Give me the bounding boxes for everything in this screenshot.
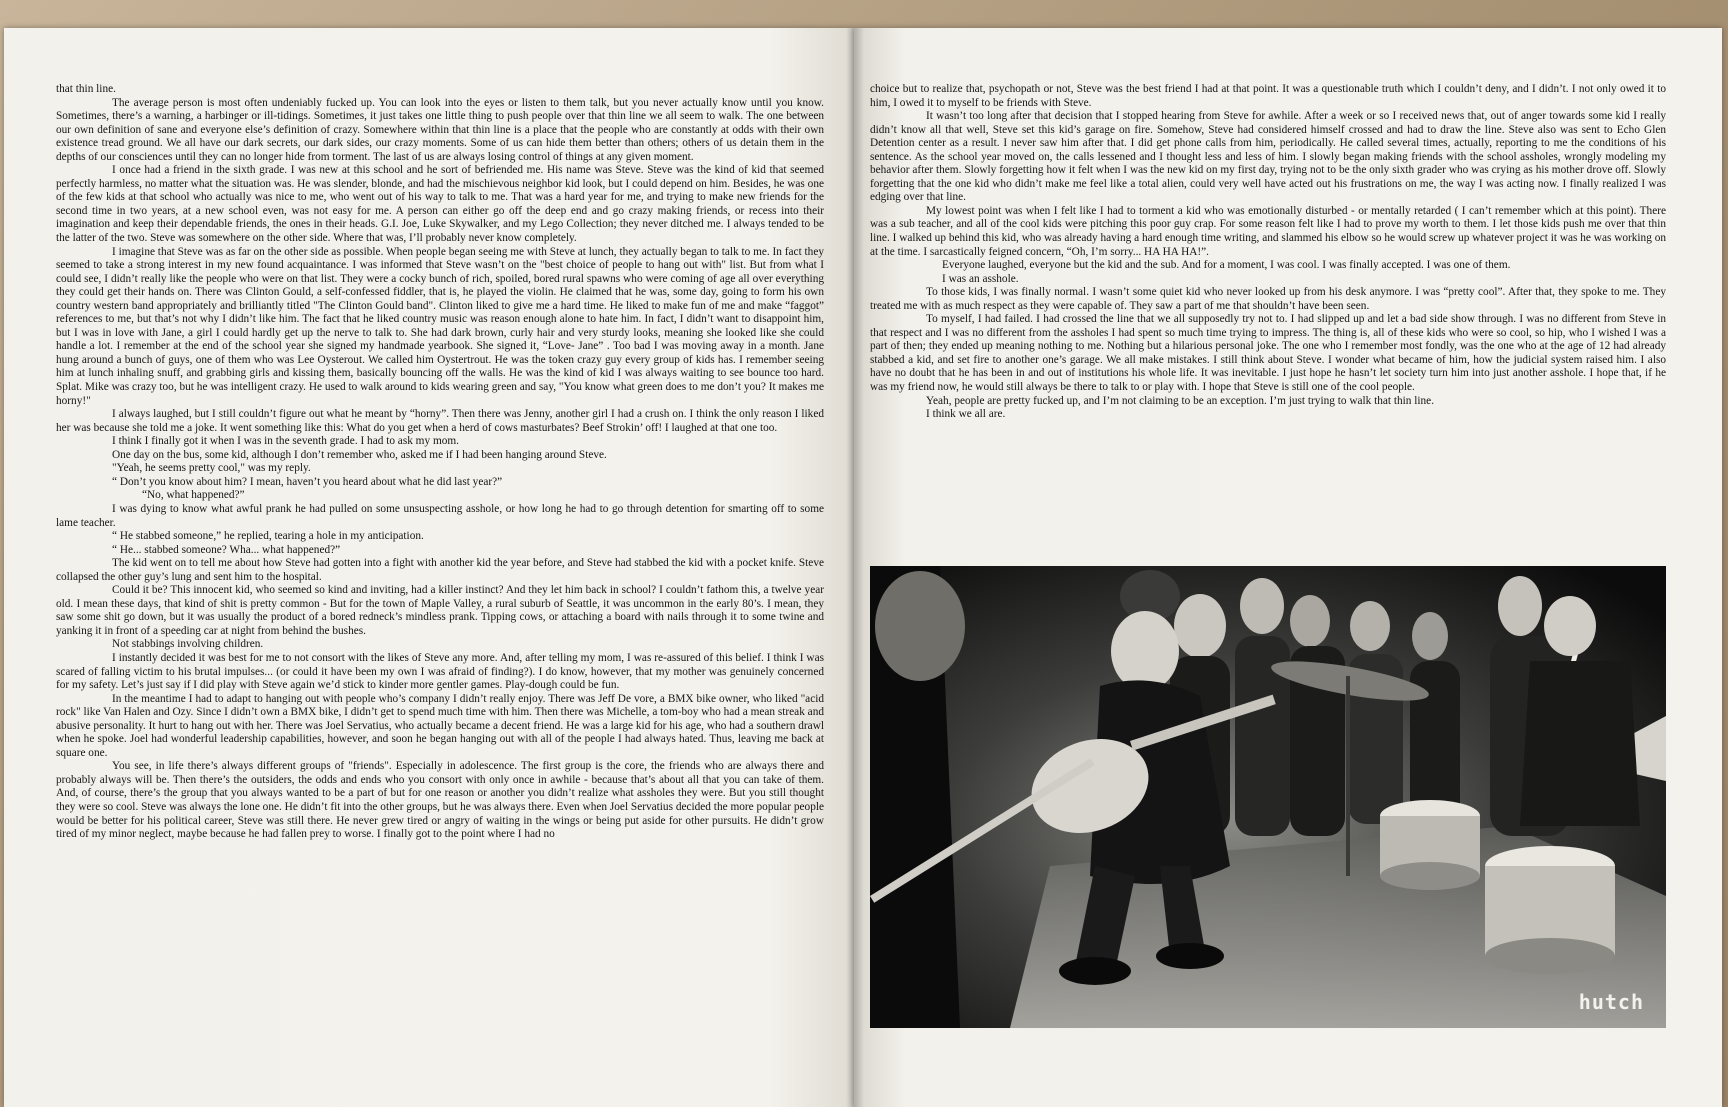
paragraph: My lowest point was when I felt like I had to torment a kid who was emotionally disturbed - or mentally retarded ( I can’t remember which at this point). There was a sub teacher, and all of the cool kids were pitching this poor guy crap. For some reason felt like I had to prove my worth to them. I let those kids push me over that thin line. I walked up behind this kid, who was already having a hard enough time writing, and slammed his elbow so he would screw up whatever project it was he was working on at the time. I sarcastically feigned concern, “Oh, I’m sorry... HA HA HA!”. [870, 204, 1666, 258]
paragraph: Yeah, people are pretty fucked up, and I’m not claiming to be an exception. I’m just trying to walk that thin line. [926, 394, 1435, 407]
paragraph: “No, what happened?” [142, 489, 245, 502]
paragraph: I think we all are. [926, 408, 1006, 421]
band-photo-illustration [870, 566, 1666, 1028]
paragraph: Not stabbings involving children. [112, 638, 264, 651]
paragraph: “ He... stabbed someone? Wha... what happened?” [112, 543, 341, 556]
paragraph: Everyone laughed, everyone but the kid and the sub. And for a moment, I was cool. I was finally accepted. I was one of them. [942, 259, 1511, 272]
paragraph: I was an asshole. [942, 272, 1019, 285]
paragraph: I always laughed, but I still couldn’t figure out what he meant by “horny”. Then there was Jenny, another girl I had a crush on. I think the only reason I liked her was because she told me a joke. It went something like this: What do you get when a herd of cows masturbates? Beef Strokin’ off! I laughed at that one too. [56, 408, 824, 434]
right-page [854, 28, 1722, 1107]
zine-spread [4, 28, 1722, 1107]
left-page [4, 28, 854, 1107]
band-photo [870, 566, 1666, 1028]
paragraph: I imagine that Steve was as far on the other side as possible. When people began seeing me with Steve at lunch, they actually began to talk to me. In fact they seemed to take a strong interest in my new found acquaintance. I was informed that Steve wasn’t on the "best choice of people to hang out with" list. But from what I could see, I didn’t really like the people who were on that list. They were a cocky bunch of rich, spoiled, bored rural spawns who were coming of age all over everything they could get their hands on. There was Clinton Gould, a self-confessed fiddler, that is, he played the violin. He claimed that he was, some day, going to form his own country western band appropriately and brilliantly titled "The Clinton Gould band". Clinton liked to give me a hard time. He liked to make fun of me and make “faggot” references to me, but that’s not why I didn’t like him. The fact that he liked country music was reason enough alone to hate him. In fact, I didn’t want to disappoint him, but I was in love with Jane, a girl I could hardly get up the nerve to talk to. She had dark brown, curly hair and very sturdy looks, meaning she looked like she could handle a lot. I remember at the end of the school year she signed my handmade yearbook. She signed it, “Love- Jane” . Too bad I was moving away in a month. Jane hung around a bunch of guys, one of them who was Lee Oysterout. We called him Oystertrout. He was the token crazy guy every group of kids has. I remember seeing him at lunch inhaling snuff, and grabbing girls and kissing them, basically bouncing off the walls. He was the kind of kid I was always waiting to see bounce too hard. Splat. Mike was crazy too, but he was intelligent crazy. He used to walk around to kids wearing green and say, "You know what green does to me don’t you? It makes me horny!" [56, 245, 824, 407]
paragraph: “ He stabbed someone,” he replied, tearing a hole in my anticipation. [112, 530, 424, 543]
paragraph: To those kids, I was finally normal. I wasn’t some quiet kid who never looked up from his desk anymore. I was “pretty cool”. After that, they spoke to me. They treated me with as much respect as they were capable of. They saw a part of me that shouldn’t have been seen. [870, 286, 1666, 312]
book-spine [846, 28, 864, 1107]
paragraph: "Yeah, he seems pretty cool," was my reply. [112, 462, 311, 475]
paragraph: You see, in life there’s always different groups of "friends". Especially in adolescence. The first group is the core, the friends who are always there and probably always will be. Then there’s the outsiders, the odds and ends who you consort with only once in awhile - because that’s about all that you can take of them. And, of course, there’s the group that you always wanted to be a part of but for one reason or another you didn’t realize what assholes they were. But you still thought they were so cool. Steve was always the lone one. He didn’t fit into the other groups, but he was always there. Even when Joel Servatius decided the more popular people would be better for his political career, Steve was still there. He never grew tired or angry of waiting in the wings or being put aside for other pursuits. He didn’t grow tired of my minor neglect, maybe because he had fallen prey to worse. I finally got to the point where I had no [56, 760, 824, 841]
left-page-text [56, 83, 824, 842]
paragraph: The average person is most often undeniably fucked up. You can look into the eyes or listen to them talk, but you never actually know until you know. Sometimes, there’s a warning, a harbinger or ill-tidings. Sometimes, it just takes one little thing to push people over that thin line we all seem to walk. The one between our own definition of sane and everyone else’s definition of crazy. Somewhere within that thin line is a place that the people who are constantly at odds with their own existence tread ground. We all have our dark secrets, our dark sides, our crazy moments. Some of us can hide them better than others; others of us detain them in the depths of our consciences until they can no longer hide from torment. The last of us are always losing control of things at any given moment. [56, 96, 824, 163]
paragraph: In the meantime I had to adapt to hanging out with people who’s company I didn’t really enjoy. There was Jeff De vore, a BMX bike owner, who liked "acid rock" like Van Halen and Ozy. Since I didn’t own a BMX bike, I didn’t get to spend much time with him. Then there was Michelle, a tom-boy who had a mean streak and abusive personality. It hurt to hang out with her. There was Joel Servatius, who actually became a decent friend. He was a large kid for his age, who had a southern drawl when he spoke. Joel had wonderful leadership capabilities, however, and soon he began hanging out with all of the people I had always hated. Thus, leaving me back at square one. [56, 692, 824, 759]
paragraph: I instantly decided it was best for me to not consort with the likes of Steve any more. And, after telling my mom, I was re-assured of this belief. I think I was scared of falling victim to his brutal impulses... (or could it have been my own I was afraid of finding?). I do know, however, that my mother was genuinely concerned for my safety. Let’s just say if I did play with Steve again we’d stick to kinder more gentler games. Play-dough could be fun. [56, 651, 824, 692]
paragraph: Could it be? This innocent kid, who seemed so kind and inviting, had a killer instinct? And they let him back in school? I couldn’t fathom this, a twelve year old. I mean these days, that kind of shit is pretty common - But for the town of Maple Valley, a rural suburb of Seattle, it was uncommon in the early 80’s. I mean, they saw some shit go down, but it was usually the product of a bored redneck’s mindless prank. Tipping cows, or attaching a board with nails through it to some twine and yanking it in front of a speeding car at night from behind the bushes. [56, 584, 824, 637]
photo-caption: hutch [1578, 990, 1644, 1014]
paragraph: “ Don’t you know about him? I mean, haven’t you heard about what he did last year?” [112, 475, 503, 488]
right-page-text [870, 83, 1666, 422]
paragraph: I once had a friend in the sixth grade. I was new at this school and he sort of befriended me. His name was Steve. Steve was the kind of kid that seemed perfectly harmless, no matter what the situation was. He was slender, blonde, and had the mischievous neighbor kid look, but I could depend on him. Besides, he was one of the few kids at that school who actually was nice to me, who went out of his way to talk to me. That was a hard year for me, and trying to make new friends for the second time in two years, at a new school even, was not easy for me. A person can either go off the deep end and go crazy making friends, or recess into their imagination and keep their dependable friends, the ones in their heads. G.I. Joe, Luke Skywalker, and my Lego Collection; they never ditched me. I always tended to be the latter of the two. Steve was somewhere on the other side. Where that was, I’ll probably never know completely. [56, 164, 824, 245]
paragraph: I think I finally got it when I was in the seventh grade. I had to ask my mom. [112, 435, 459, 448]
paragraph: One day on the bus, some kid, although I don’t remember who, asked me if I had been hanging around Steve. [112, 448, 607, 461]
paragraph: choice but to realize that, psychopath or not, Steve was the best friend I had at that point. It was a questionable truth which I couldn’t deny, and I didn’t. I not only owed it to him, I owed it to myself to be friends with Steve. [870, 83, 1666, 109]
paragraph: The kid went on to tell me about how Steve had gotten into a fight with another kid the year before, and Steve had stabbed the kid with a pocket knife. Steve collapsed the other guy’s lung and sent him to the hospital. [56, 557, 824, 583]
paragraph: that thin line. [56, 83, 116, 95]
paragraph: To myself, I had failed. I had crossed the line that we all supposedly try not to. I had slipped up and let a bad side show through. I was no different from Steve in that respect and I was no different from the assholes I had spent so much time trying to impress. The thing is, all of these kids who were so cool, so hip, who I wished I was a part of then; they ended up meaning nothing to me. Nothing but a hilarious personal joke. The one who I remember most fondly, was the one who at the age of 12 had already stabbed a kid, and set fire to another one’s garage. We all make mistakes. I still think about Steve. I wonder what became of him, how the judicial system raised him. I also have no doubt that he has been in and out of institutions his whole life. It was inevitable. I just hope he hasn’t let society turn him into just another asshole. I hope that, if he was my friend now, he would still always be there to talk to or play with. I hope that Steve is still one of the cool people. [870, 313, 1666, 394]
paragraph: I was dying to know what awful prank he had pulled on some unsuspecting asshole, or how long he had to go through detention for smarting off to some lame teacher. [56, 502, 824, 529]
paragraph: It wasn’t too long after that decision that I stopped hearing from Steve for awhile. After a week or so I received news that, out of anger towards some kid I really didn’t know all that well, Steve set this kid’s garage on fire. Somehow, Steve had considered himself crossed and had to draw the line. Steve also was sent to Echo Glen Detention center as a result. I never saw him after that. I did get phone calls from him, periodically. He called several times, actually, reporting to me the conditions of his sentence. As the school year moved on, the calls lessened and I thought less and less of him. I slowly began making friends with the school assholes, wrongly modeling my behavior after them. Slowly forgetting how it felt when I was the new kid on my first day, trying not to be the only sixth grader who was crying as his mother drove off. Slowly forgetting that the one kid who didn’t make me feel like a total alien, could very well have acted out his frustrations on me, the way I was acting now. I finally realized I was edging over that line. [870, 110, 1666, 204]
